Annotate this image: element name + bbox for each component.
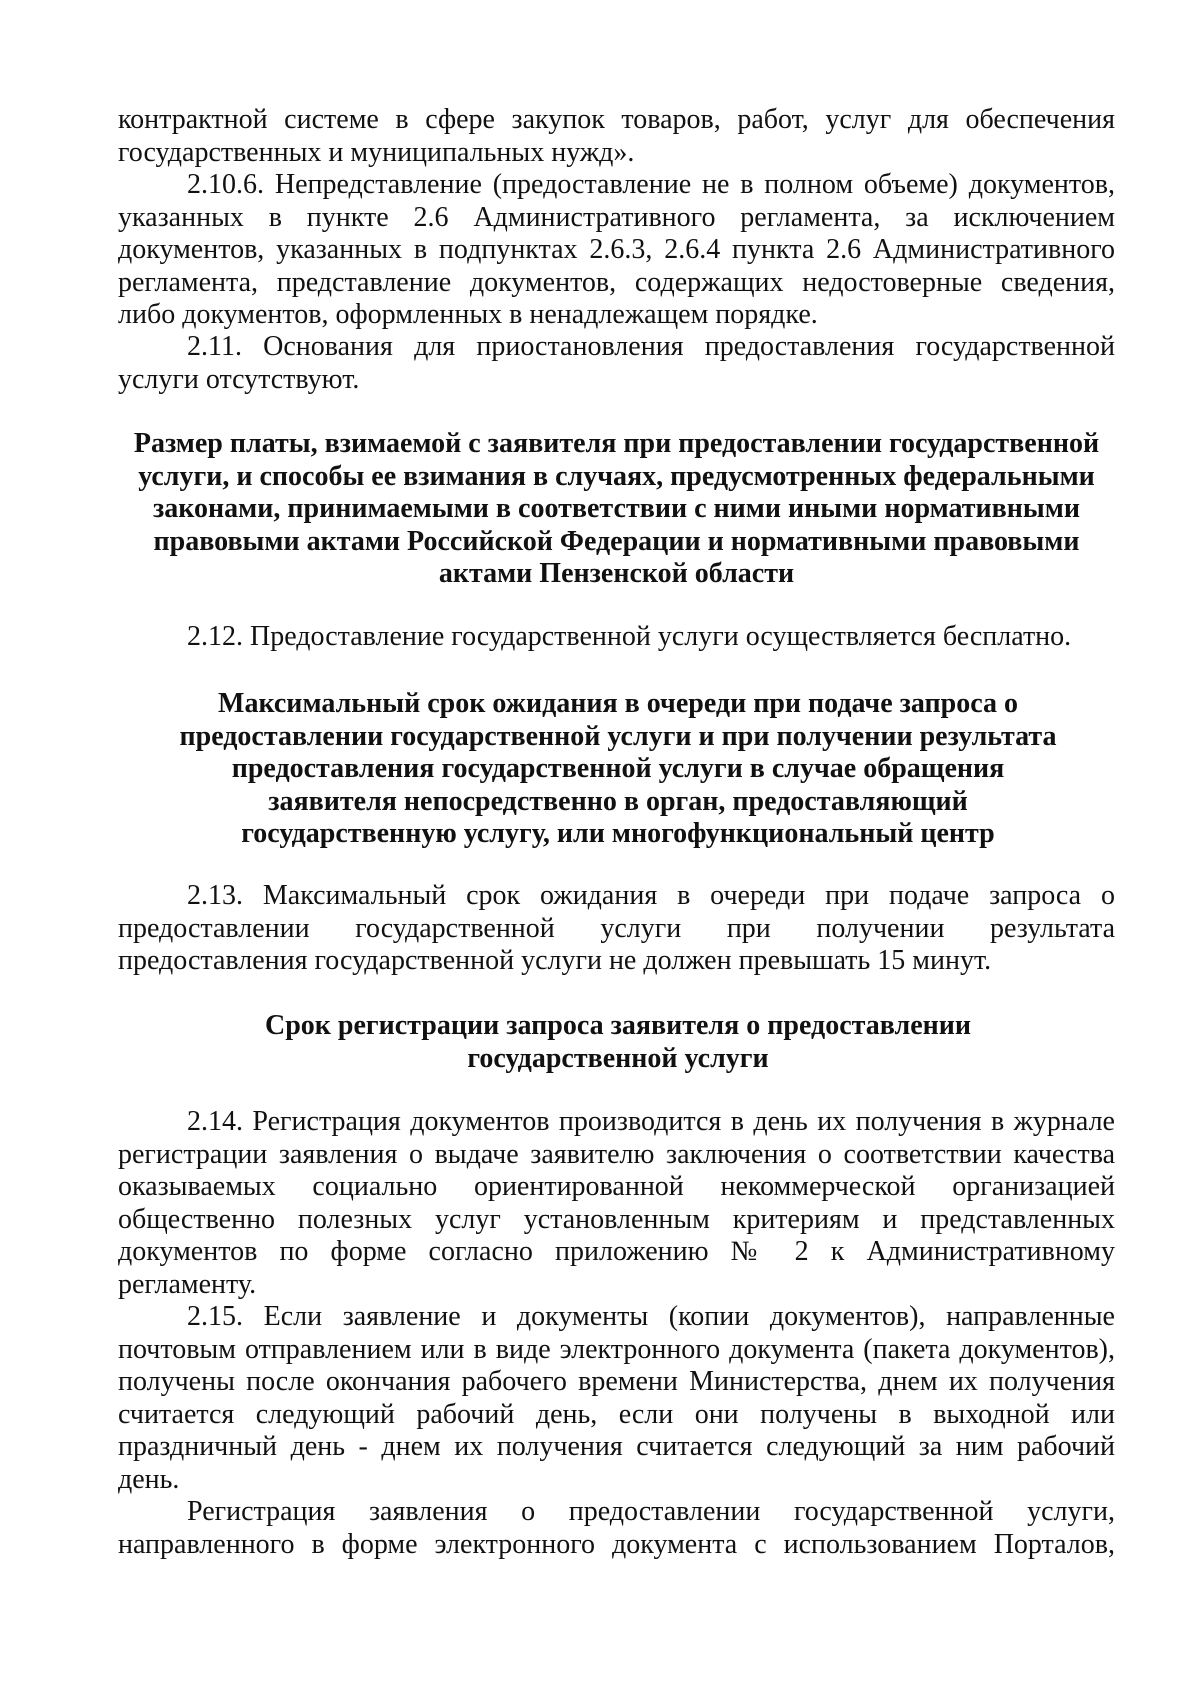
paragraph-contract-system: контрактной системе в сфере закупок товаров, работ, услуг для обеспечения государственных и муниципальных нужд». <box>118 104 1115 168</box>
heading-queue-time: Максимальный срок ожидания в очереди при подаче запроса о предоставлении государственной услуги и при получении результата предоставления государственной услуги в случае обращения заявителя непосредственно в орган, предоставляющий государственную услугу, или многофункциональный центр <box>179 688 1057 849</box>
paragraph-2-10-6: 2.10.6. Непредставление (предоставление не в полном объеме) документов, указанных в пункте 2.6 Административного регламента, за исключением документов, указанных в подпунктах 2.6.3, 2.6.4 пункта 2.6 Административного регламента, представление документов, содержащих недостоверные сведения, либо документов, оформленных в ненадлежащем порядке. <box>118 169 1115 330</box>
paragraph-2-15: 2.15. Если заявление и документы (копии документов), направленные почтовым отправлением или в виде электронного документа (пакета документов), получены после окончания рабочего времени Министерства, днем их получения считается следующий рабочий день, если они получены в выходной или праздничный день - днем их получения считается следующий за ним рабочий день. <box>118 1301 1115 1495</box>
paragraph-2-13: 2.13. Максимальный срок ожидания в очереди при подаче запроса о предоставлении государственной услуги при получении результата предоставления государственной услуги не должен превышать 15 минут. <box>118 880 1115 976</box>
paragraph-registration-portal: Регистрация заявления о предоставлении государственной услуги, направленного в форме электронного документа с использованием Порталов, <box>118 1496 1115 1560</box>
paragraph-2-12: 2.12. Предоставление государственной услуги осуществляется бесплатно. <box>187 621 1072 652</box>
paragraph-2-14: 2.14. Регистрация документов производится в день их получения в журнале регистрации заявления о выдаче заявителю заключения о соответствии качества оказываемых социально ориентированной некоммерческой организацией общественно полезных услуг установленным критериям и представленных документов по форме согласно приложению № 2 к Административному регламенту. <box>118 1106 1115 1300</box>
heading-fee: Размер платы, взимаемой с заявителя при предоставлении государственной услуги, и способы ее взимания в случаях, предусмотренных федеральными законами, принимаемыми в соответствии с ними иными нормативными правовыми актами Российской Федерации и нормативными правовыми актами Пензенской области <box>133 428 1100 589</box>
heading-registration-term: Срок регистрации запроса заявителя о предоставлении государственной услуги <box>264 1010 972 1074</box>
paragraph-2-11: 2.11. Основания для приостановления предоставления государственной услуги отсутствуют. <box>118 331 1115 395</box>
